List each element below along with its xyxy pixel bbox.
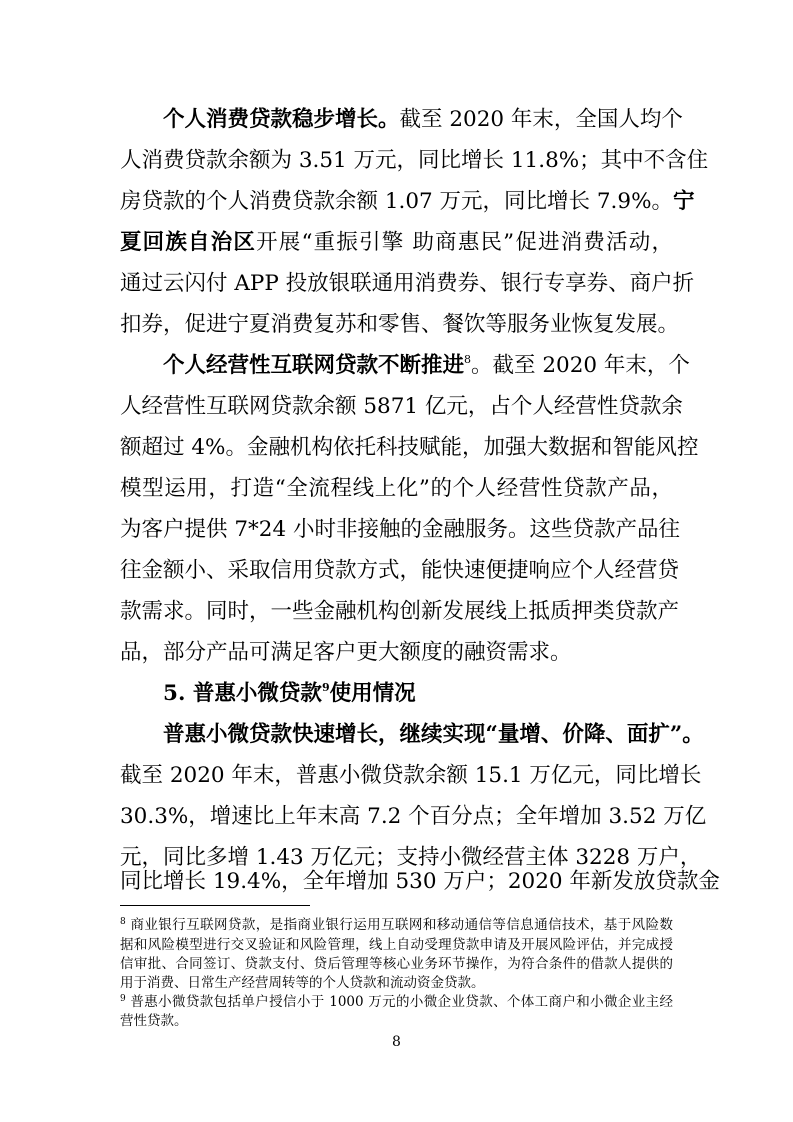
paragraph-inclusive-loans-line-2: 截至 2020 年末，普惠小微贷款余额 15.1 万亿元，同比增长 [120,763,702,788]
heading-business-internet-loans: 个人经营性互联网贷款不断推进 [163,353,465,378]
footnote-8-line-3: 信审批、合同签订、贷款支付、贷后管理等核心业务环节操作，为符合条件的借款人提供的 [120,956,673,972]
page-number: 8 [392,1034,401,1050]
footnote-ref-9: 9 [321,681,330,694]
footnote-8-line-1: $^8$ 商业银行互联网贷款，是指商业银行运用互联网和移动通信等信息通信技术，基于风险数 [120,917,673,933]
footnote-9-line-1: $^9$ 普惠小微贷款包括单户授信小于 1000 万元的小微企业贷款、个体工商户和小微企业主经 [120,994,673,1010]
footnote-8-line-2: 据和风险模型进行交叉验证和风险管理，线上自动受理贷款申请及开展风险评估，并完成授 [120,937,673,953]
paragraph-business-loans-line-4: 模型运用，打造“全流程线上化”的个人经营性贷款产品， [120,476,673,501]
paragraph-inclusive-loans-line-3: 30.3%，增速比上年末高 7.2 个百分点；全年增加 3.52 万亿 [120,804,707,829]
section-heading-inclusive-loans: 5. 普惠小微贷款$^9$使用情况 [163,681,416,706]
paragraph-consumer-loans-line-4: 夏回族自治区开展“重振引擎 助商惠民”促进消费活动， [120,230,673,255]
footnote-ref-8: 8 [464,353,472,366]
paragraph-business-loans-line-2: 人经营性互联网贷款余额 5871 亿元，占个人经营性贷款余 [120,394,683,419]
paragraph-inclusive-loans-line-5: 同比增长 19.4%，全年增加 530 万户；2020 年新发放贷款金 [120,869,720,894]
paragraph-business-loans-line-7: 款需求。同时，一些金融机构创新发展线上抵质押类贷款产 [120,599,680,624]
footnote-9-line-2: 营性贷款。 [120,1013,188,1029]
paragraph-business-loans-line-3: 额超过 4%。金融机构依托科技赋能，加强大数据和智能风控 [120,435,699,460]
heading-inclusive-loans-growth: 普惠小微贷款快速增长，继续实现“量增、价降、面扩”。 [163,722,704,747]
paragraph-business-loans-line-5: 为客户提供 7*24 小时非接触的金融服务。这些贷款产品往 [120,517,680,542]
paragraph-consumer-loans-line-3: 房贷款的个人消费贷款余额 1.07 万元，同比增长 7.9%。宁 [120,189,695,214]
heading-consumer-loans: 个人消费贷款稳步增长。 [163,107,400,132]
paragraph-consumer-loans-line-5: 通过云闪付 APP 投放银联通用消费券、银行专享券、商户折 [120,271,695,296]
paragraph-business-loans-line-8: 品，部分产品可满足客户更大额度的融资需求。 [120,640,572,665]
paragraph-consumer-loans-line-2: 人消费贷款余额为 3.51 万元，同比增长 11.8%；其中不含住 [120,148,709,173]
paragraph-business-loans-line-1: 个人经营性互联网贷款不断推进$^8$。截至 2020 年末，个 [163,353,690,378]
region-name: 夏回族自治区 [120,230,257,255]
paragraph-consumer-loans-line-6: 扣券，促进宁夏消费复苏和零售、餐饮等服务业恢复发展。 [120,312,680,337]
footnote-8-line-4: 用于消费、日常生产经营周转等的个人贷款和流动资金贷款。 [120,975,485,991]
paragraph-business-loans-line-6: 往金额小、采取信用贷款方式，能快速便捷响应个人经营贷 [120,558,680,583]
paragraph-consumer-loans-line-1: 个人消费贷款稳步增长。截至 2020 年末，全国人均个 [163,107,683,132]
footnote-separator [120,905,310,906]
paragraph-inclusive-loans-line-4: 元，同比多增 1.43 万亿元；支持小微经营主体 3228 万户， [120,845,702,870]
